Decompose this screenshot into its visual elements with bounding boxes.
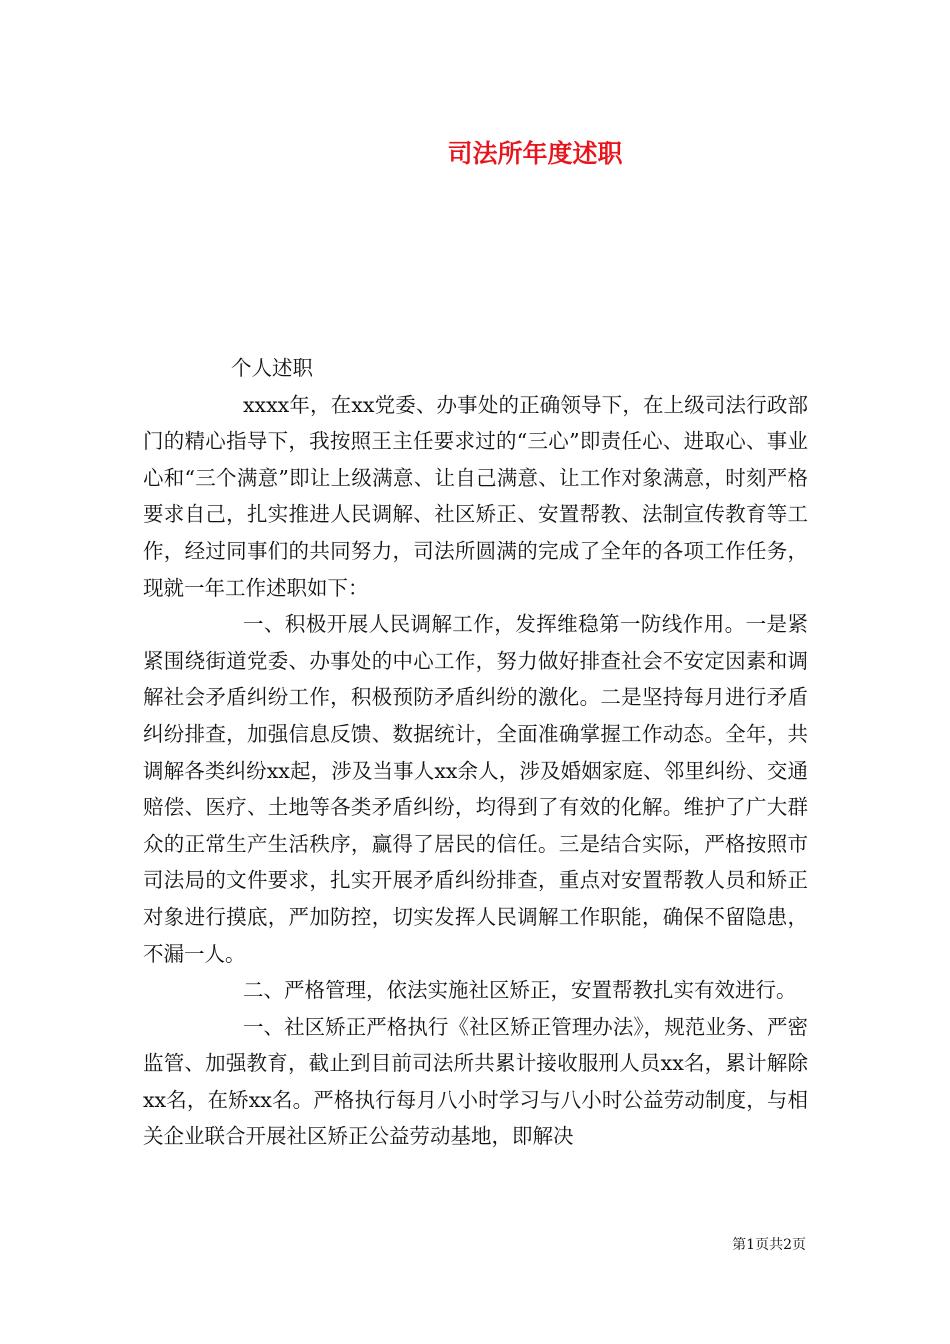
paragraph-community-correction: 一、社区矫正严格执行《社区矫正管理办法》，规范业务、严密监管、加强教育，截止到目前司法所共累计接收服刑人员xx名，累计解除xx名，在矫xx名。严格执行每月八小时学习与八小时公益劳动制度，与相关企业联合开展社区矫正公益劳动基地，即解决: [143, 1014, 808, 1149]
document-body: [143, 350, 808, 1155]
document-title: 司法所年度述职: [447, 139, 623, 168]
paragraph-intro: xxxx年，在xx党委、办事处的正确领导下，在上级司法行政部门的精心指导下，我按照王主任要求过的“三心”即责任心、进取心、事业心和“三个满意”即让上级满意、让自己满意、让工作对象满意，时刻严格要求自己，扎实推进人民调解、社区矫正、安置帮教、法制宣传教育等工作，经过同事们的共同努力，司法所圆满的完成了全年的各项工作任务，现就一年工作述职如下：: [143, 392, 808, 600]
paragraph-section-two-heading: 二、严格管理，依法实施社区矫正，安置帮教扎实有效进行。: [243, 978, 797, 1003]
page-number: 第1页共2页: [732, 1237, 806, 1253]
paragraph-mediation: 一、积极开展人民调解工作，发挥维稳第一防线作用。一是紧紧围绕街道党委、办事处的中心工作，努力做好排查社会不安定因素和调解社会矛盾纠纷工作，积极预防矛盾纠纷的激化。二是坚持每月进行矛盾纠纷排查，加强信息反馈、数据统计，全面准确掌握工作动态。全年，共调解各类纠纷xx起，涉及当事人xx余人，涉及婚姻家庭、邻里纠纷、交通赔偿、医疗、土地等各类矛盾纠纷，均得到了有效的化解。维护了广大群众的正常生产生活秩序，赢得了居民的信任。三是结合实际，严格按照市司法局的文件要求，扎实开展矛盾纠纷排查，重点对安置帮教人员和矫正对象进行摸底，严加防控，切实发挥人民调解工作职能，确保不留隐患，不漏一人。: [143, 612, 808, 966]
subheading: 个人述职: [231, 356, 313, 380]
